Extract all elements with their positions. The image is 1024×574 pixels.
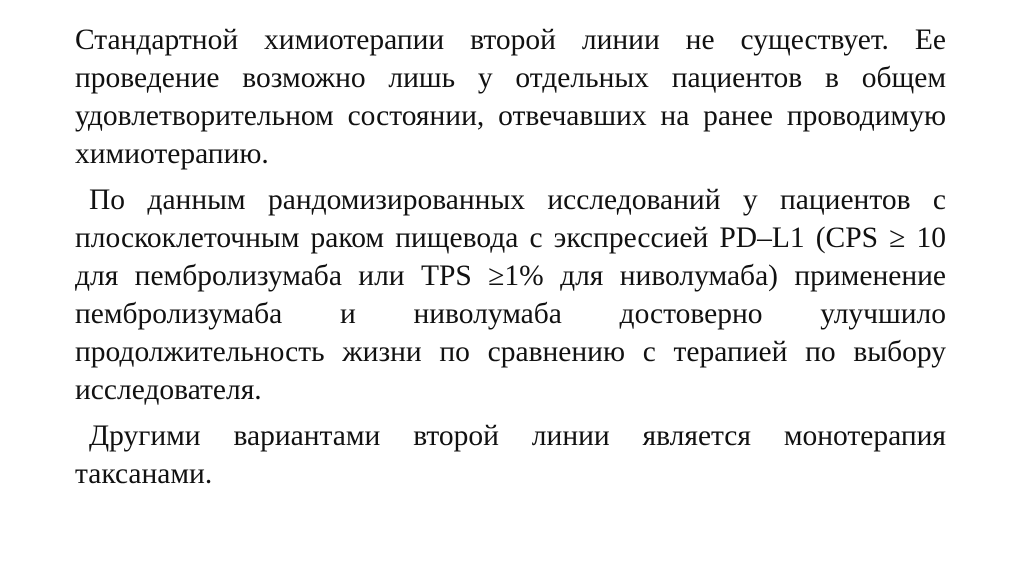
document-body — [75, 21, 946, 493]
paragraph-standard-chemotherapy: Стандартной химиотерапии второй линии не существует. Ее проведение возможно лишь у отдельных пациентов в общем удовлетворительном состоянии, отвечавших на ранее проводимую химиотерапию. — [75, 24, 946, 170]
paragraph-other-options: Другими вариантами второй линии является монотерапия таксанами. — [75, 420, 946, 490]
paragraph-randomized-studies: По данным рандомизированных исследований у пациентов с плоскоклеточным раком пищевода с экспрессией PD–L1 (CPS ≥ 10 для пембролизумаба или TPS ≥1% для ниволумаба) применение пембролизумаба и ниволумаба достоверно улучшило продолжительность жизни по сравнению с терапией по выбору исследователя. — [75, 184, 946, 406]
